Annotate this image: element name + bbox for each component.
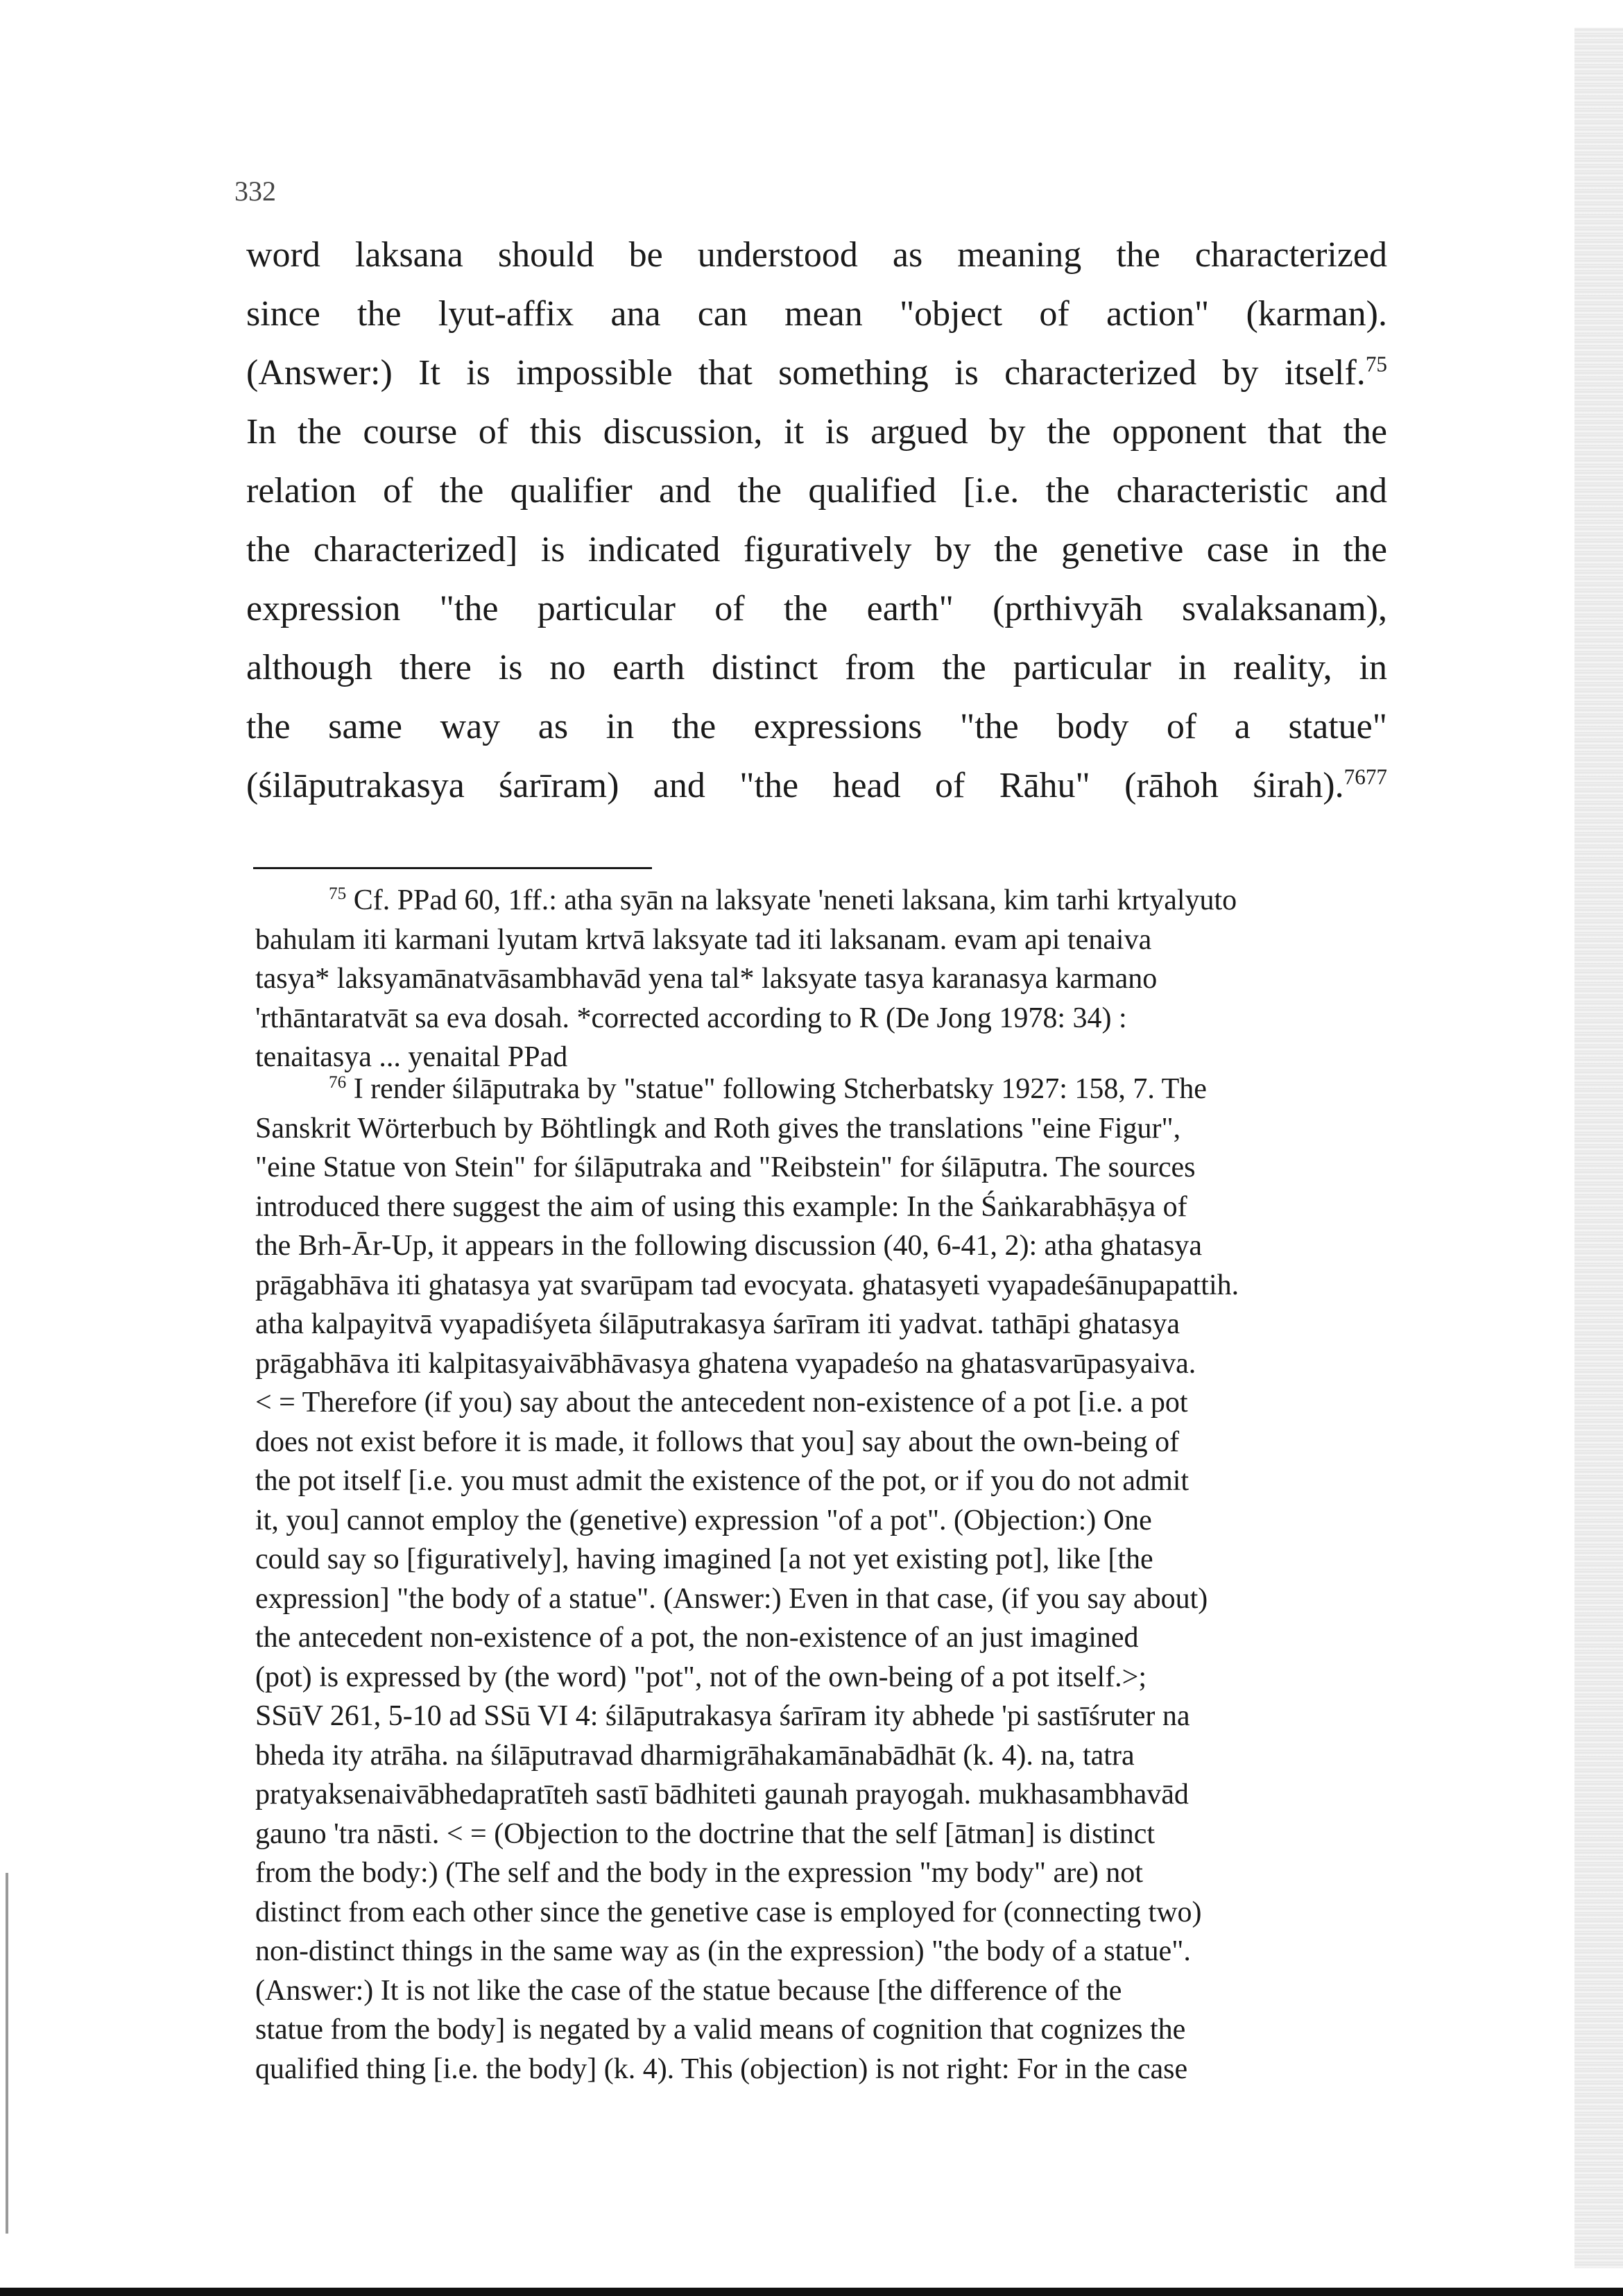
scan-margin-line bbox=[6, 1873, 8, 2234]
footnote-line: the antecedent non-existence of a pot, the non-existence of an just imagined bbox=[255, 1622, 1139, 1654]
footnote-line: expression] "the body of a statue". (Answer:) Even in that case, (if you say about) bbox=[255, 1582, 1208, 1615]
main-line: the same way as in the expressions "the body of a statue" bbox=[246, 707, 1387, 746]
footnote-line: (pot) is expressed by (the word) "pot", not of the own-being of a pot itself.>; bbox=[255, 1661, 1147, 1693]
main-line: expression "the particular of the earth" (prthivyāh svalaksanam), bbox=[246, 589, 1387, 628]
main-line: (śilāputrakasya śarīram) and "the head of Rāhu" (rāhoh śirah).$^{7677}$ bbox=[246, 764, 1387, 805]
footnote-line: Sanskrit Wörterbuch by Böhtlingk and Roth gives the translations "eine Figur", bbox=[255, 1112, 1181, 1145]
footnote-ref-76[interactable]: 76 bbox=[1343, 764, 1366, 789]
footnote-line: SSūV 261, 5-10 ad SSū VI 4: śilāputrakasya śarīram ity abhede 'pi sastīśruter na bbox=[255, 1700, 1190, 1732]
footnote-marker-75: 75 bbox=[329, 884, 347, 903]
footnote-line: non-distinct things in the same way as (in the expression) "the body of a statue". bbox=[255, 1935, 1191, 1967]
footnote-line: from the body:) (The self and the body in the expression "my body" are) not bbox=[255, 1857, 1143, 1889]
footnote-line: atha kalpayitvā vyapadiśyeta śilāputrakasya śarīram iti yadvat. tathāpi ghatasya bbox=[255, 1308, 1180, 1340]
footnote-line: (Answer:) It is not like the case of the statue because [the difference of the bbox=[255, 1974, 1122, 2007]
footnote-line: tenaitasya ... yenaital PPad bbox=[255, 1041, 568, 1073]
footnote-line: could say so [figuratively], having imagined [a not yet existing pot], like [the bbox=[255, 1543, 1153, 1575]
footnote-line: it, you] cannot employ the (genetive) expression "of a pot". (Objection:) One bbox=[255, 1504, 1152, 1536]
page-number: 332 bbox=[234, 175, 276, 207]
main-line: (Answer:) It is impossible that something is characterized by itself.$^{75}$ bbox=[246, 352, 1387, 393]
footnote-line: < = Therefore (if you) say about the antecedent non-existence of a pot [i.e. a pot bbox=[255, 1387, 1188, 1419]
footnote-line: introduced there suggest the aim of using this example: In the Śaṅkarabhāṣya of bbox=[255, 1190, 1187, 1223]
scan-bottom-edge bbox=[0, 2288, 1623, 2296]
main-body-text bbox=[246, 225, 1387, 815]
footnote-line: distinct from each other since the genetive case is employed for (connecting two) bbox=[255, 1896, 1202, 1928]
footnote-line: the Brh-Ār-Up, it appears in the following discussion (40, 6-41, 2): atha ghatasya bbox=[255, 1230, 1203, 1262]
footnote-line: gauno 'tra nāsti. < = (Objection to the doctrine that the self [ātman] is distinct bbox=[255, 1817, 1156, 1850]
footnote-line: bheda ity atrāha. na śilāputravad dharmigrāhakamānabādhāt (k. 4). na, tatra bbox=[255, 1739, 1135, 1772]
main-line: In the course of this discussion, it is argued by the opponent that the bbox=[246, 412, 1387, 452]
scan-edge-noise bbox=[1574, 28, 1623, 2268]
footnote-line: "eine Statue von Stein" for śilāputraka and "Reibstein" for śilāputra. The sources bbox=[255, 1151, 1196, 1183]
main-line: relation of the qualifier and the qualified [i.e. the characteristic and bbox=[246, 471, 1387, 511]
main-line: the characterized] is indicated figuratively by the genetive case in the bbox=[246, 530, 1387, 569]
footnote-line: $^{75}$ Cf. PPad 60, 1ff.: atha syān na laksyate 'neneti laksana, kim tarhi krtyalyuto bbox=[329, 884, 1237, 916]
footnote-line: $^{76}$ I render śilāputraka by "statue" following Stcherbatsky 1927: 158, 7. The bbox=[329, 1073, 1207, 1105]
footnote-line: tasya* laksyamānatvāsambhavād yena tal* laksyate tasya karanasya karmano bbox=[255, 963, 1158, 995]
footnote-line: pratyaksenaivābhedapratīteh sastī bādhiteti gaunah prayogah. mukhasambhavād bbox=[255, 1779, 1189, 1810]
footnote-line: 'rthāntaratvāt sa eva dosah. *corrected according to R (De Jong 1978: 34) : bbox=[255, 1002, 1127, 1034]
footnote-ref-77[interactable]: 77 bbox=[1365, 764, 1387, 789]
footnote-76 bbox=[255, 1070, 1408, 2089]
footnote-separator bbox=[253, 867, 652, 869]
main-line: although there is no earth distinct from the particular in reality, in bbox=[246, 648, 1387, 687]
main-line: since the lyut-affix ana can mean "object of action" (karman). bbox=[246, 294, 1387, 334]
footnote-ref-75[interactable]: 75 bbox=[1365, 352, 1387, 377]
footnote-line: statue from the body] is negated by a valid means of cognition that cognizes the bbox=[255, 2014, 1186, 2046]
footnote-line: prāgabhāva iti kalpitasyaivābhāvasya ghatena vyapadeśo na ghatasvarūpasyaiva. bbox=[255, 1347, 1196, 1380]
footnote-line: qualified thing [i.e. the body] (k. 4). This (objection) is not right: For in the case bbox=[255, 2053, 1188, 2085]
footnote-line: the pot itself [i.e. you must admit the existence of the pot, or if you do not admit bbox=[255, 1465, 1190, 1497]
footnote-line: prāgabhāva iti ghatasya yat svarūpam tad evocyata. ghatasyeti vyapadeśānupapattih. bbox=[255, 1269, 1239, 1301]
footnote-75 bbox=[255, 881, 1408, 1077]
footnote-line: bahulam iti karmani lyutam krtvā laksyate tad iti laksanam. evam api tenaiva bbox=[255, 923, 1152, 956]
main-line: word laksana should be understood as meaning the characterized bbox=[246, 235, 1387, 275]
footnote-marker-76: 76 bbox=[329, 1073, 347, 1092]
footnote-line: does not exist before it is made, it follows that you] say about the own-being of bbox=[255, 1425, 1180, 1458]
